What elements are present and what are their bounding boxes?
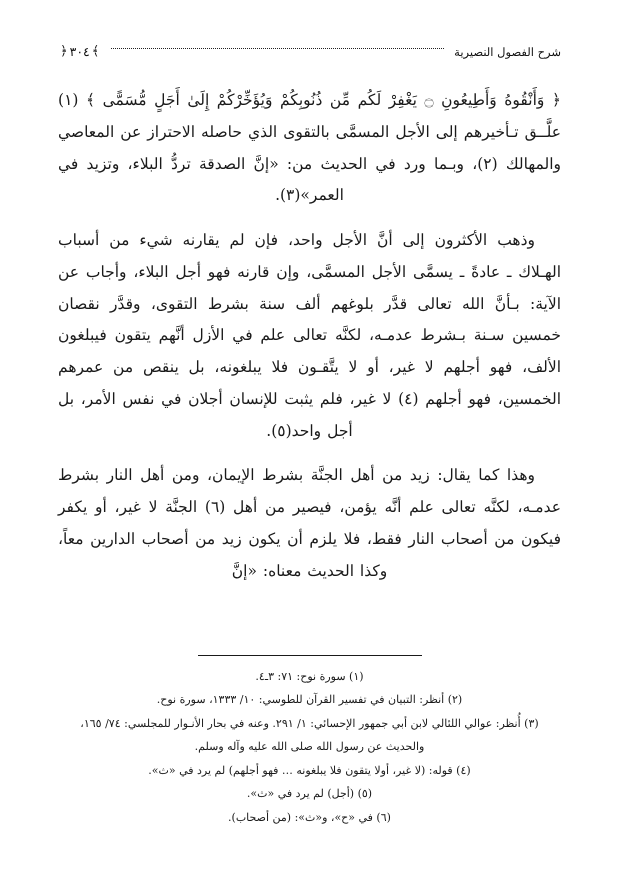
footnote-item: (١) سورة نوح: ٧١: ٣ـ٤.	[255, 669, 364, 683]
paragraph: وهذا كما يقال: زيد من أهل الجنَّة بشرط الإيمان، ومن أهل النار بشرط عدمـه، لكنَّه تعالى علم أنَّه يؤمن، فيصير من أهل (٦) الجنَّة لا غير، أو يكفر فيكون من أصحاب النار فقط، فلا يلزم أن يكون زيد من أصحاب الدارين معاً، وكذا الحديث معناه: «إنَّ	[58, 466, 561, 580]
book-title: شرح الفصول النصيرية	[454, 44, 561, 59]
page-number-value: ٣٠٤	[69, 44, 90, 59]
page-number	[58, 44, 101, 59]
paragraph: ﴿ وَأَنْقُوهُ وَأَطِيعُونِ ۝ يَغْفِرْ لَكُم مِّن ذُنُوبِكُمْ وَيُؤَخِّرْكُمْ إِلَىٰ أَجَلٍ مُّسَمًّى ﴾ (١) علَّــق تـأخيرهم إلى الأجل المسمَّى بالتقوى الذي حاصله الاحتراز عن المعاصي والمهالك (٢)، وبـما ورد في الحديث من: «إنَّ الصدقة تردُّ البلاء، وتزيد في العمر»(٣).	[58, 91, 561, 205]
footnotes-section	[58, 655, 561, 858]
paragraph: وذهب الأكثرون إلى أنَّ الأجل واحد، فإن لم يقارنه شيء من أسباب الهـلاك ـ عادةً ـ يسمَّى الأجل المسمَّى، وإن قارنه فهو أجل البلاء، وأجاب عن الآية: بـأنَّ الله تعالى قدَّر بلوغهم ألف سنة بشرط التقوى، وقدَّر نقصان خمسين سـنة بـشرط عدمـه، لكنَّه تعالى علم في الأزل أنَّهم يتقون فيبلغون الألف، فهو أجلهم لا غير، أو لا يتَّقـون فلا يبلغونه، بل ينقص من عمرهم الخمسين، فهو أجلهم (٤) لا غير، فلم يثبت للإنسان أجلان في نفس الأمر، بل أجل واحد(٥).	[58, 231, 561, 440]
body-text	[58, 85, 561, 600]
ornament-left-icon: ﴿	[60, 44, 68, 59]
ornament-right-icon: ﴾	[91, 44, 100, 59]
footnote-item: (٤) قوله: (لا غير، أولا يتقون فلا يبلغونه … فهو أجلهم) لم يرد في «ث».	[148, 763, 471, 777]
footnote-continuation: والحديث عن رسول الله صلى الله عليه وآله وسلم.	[194, 740, 425, 754]
header-dot-leader	[111, 48, 444, 49]
page-header	[58, 44, 561, 59]
footnote-item: (٥) (أجل) لم يرد في «ث».	[246, 787, 373, 801]
footnote-item: (٦) في «ح»، و«ث»: (من أصحاب).	[228, 810, 391, 824]
footnote-item: (٢) أنظر: التبيان في تفسير القرآن للطوسي: ١٠/ ١٣٣٣، سورة نوح.	[156, 693, 463, 707]
footnote-item: (٣) أُنظر: عوالي اللئالي لابن أبي جمهور الإحسائي: ١/ ٢٩١. وعنه في بحار الأنـوار للمجلسي: ٧٤/ ١٦٥،	[80, 716, 539, 730]
footnote-separator	[198, 655, 422, 656]
